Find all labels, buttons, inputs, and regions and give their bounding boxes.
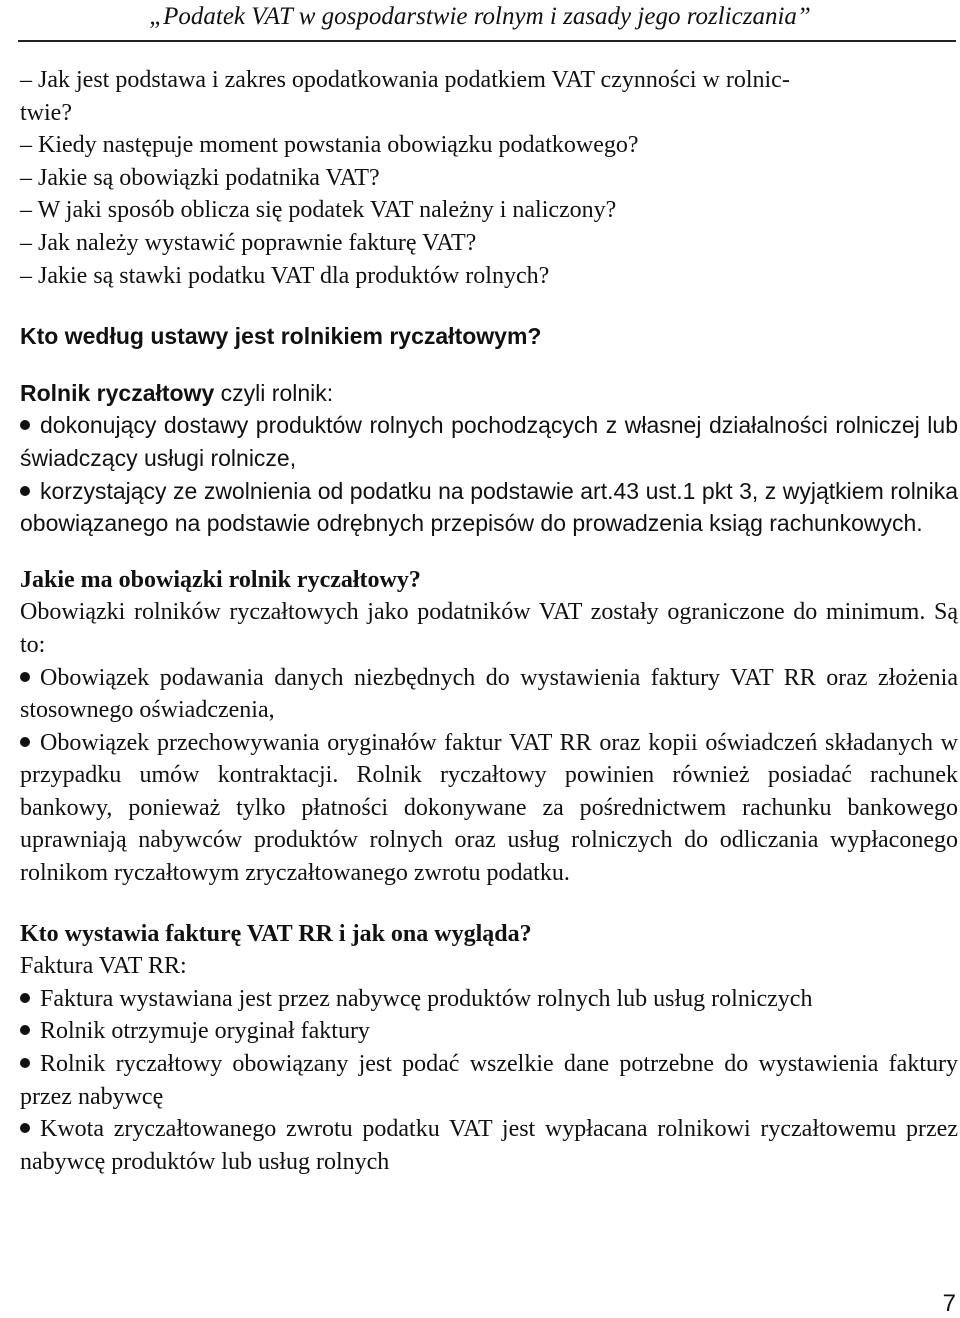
bullet-dot	[20, 1058, 30, 1068]
section-vat-rr-invoice	[20, 918, 958, 1179]
page-header	[0, 0, 960, 40]
bullet-dot	[20, 1123, 30, 1133]
section-farmer-definition	[20, 320, 958, 540]
bullet-item: Obowiązek podawania danych niezbędnych do wystawienia faktury VAT RR oraz złożenia stosownego oświadczenia,	[20, 664, 958, 724]
section-farmer-obligations	[20, 564, 958, 890]
section-heading: Kto wystawia fakturę VAT RR i jak ona wygląda?	[20, 920, 532, 947]
page-content	[20, 64, 958, 1178]
bullet-dot	[20, 486, 30, 496]
bullet-item: korzystający ze zwolnienia od podatku na podstawie art.43 ust.1 pkt 3, z wyjątkiem rolnika obowiązanego na podstawie odrębnych przepisów do prowadzenia ksiąg rachunkowych.	[20, 477, 958, 537]
bullet-dot	[20, 420, 30, 430]
section-intro: Rolnik ryczałtowy czyli rolnik:	[20, 379, 334, 406]
bullet-item: Rolnik otrzymuje oryginał faktury	[20, 1015, 958, 1048]
section-heading: Jakie ma obowiązki rolnik ryczałtowy?	[20, 566, 421, 593]
bullet-dot	[20, 672, 30, 682]
list-item: – Kiedy następuje moment powstania obowiązku podatkowego?	[20, 132, 639, 159]
bullet-dot	[20, 1025, 30, 1035]
section-heading: Kto według ustawy jest rolnikiem ryczałtowym?	[20, 323, 542, 350]
questions-list	[20, 64, 958, 292]
bullet-item: Obowiązek przechowywania oryginałów faktur VAT RR oraz kopii oświadczeń składanych w przypadku umów kontraktacji. Rolnik ryczałtowy powinien również posiadać rachunek bankowy, ponieważ tylko płatności dokonywane za pośrednictwem rachunku bankowego uprawniają nabywców produktów rolnych oraz usług rolniczych do odliczania wypłaconego rolnikom ryczałtowym zryczałtowanego zwrotu podatku.	[20, 729, 958, 887]
header-title: „Podatek VAT w gospodarstwie rolnym i zasady jego rozliczania”	[149, 3, 811, 30]
section-intro: Faktura VAT RR:	[20, 953, 187, 980]
list-item: – Jak jest podstawa i zakres opodatkowania podatkiem VAT czynności w rolnic-	[20, 67, 790, 93]
bullet-dot	[20, 993, 30, 1003]
bullet-item: dokonujący dostawy produktów rolnych pochodzących z własnej działalności rolniczej lub świadczący usługi rolnicze,	[20, 412, 958, 471]
bullet-item: Kwota zryczałtowanego zwrotu podatku VAT jest wypłacana rolnikowi ryczałtowemu przez nabywcę produktów lub usług rolnych	[20, 1116, 958, 1175]
list-item: – Jak należy wystawić poprawnie fakturę VAT?	[20, 229, 477, 256]
bullet-item: Rolnik ryczałtowy obowiązany jest podać wszelkie dane potrzebne do wystawienia faktury przez nabywcę	[20, 1051, 958, 1110]
header-divider	[18, 40, 956, 42]
list-item: – Jakie są stawki podatku VAT dla produktów rolnych?	[20, 262, 550, 289]
list-item: – Jakie są obowiązki podatnika VAT?	[20, 164, 380, 191]
list-item-continuation: twie?	[20, 99, 72, 126]
bullet-item: Faktura wystawiana jest przez nabywcę produktów rolnych lub usług rolniczych	[20, 983, 958, 1016]
section-intro: Obowiązki rolników ryczałtowych jako podatników VAT zostały ograniczone do minimum. Są to:	[20, 599, 958, 658]
list-item: – W jaki sposób oblicza się podatek VAT należny i naliczony?	[20, 197, 617, 224]
bullet-dot	[20, 737, 30, 747]
page-number: 7	[942, 1290, 956, 1317]
